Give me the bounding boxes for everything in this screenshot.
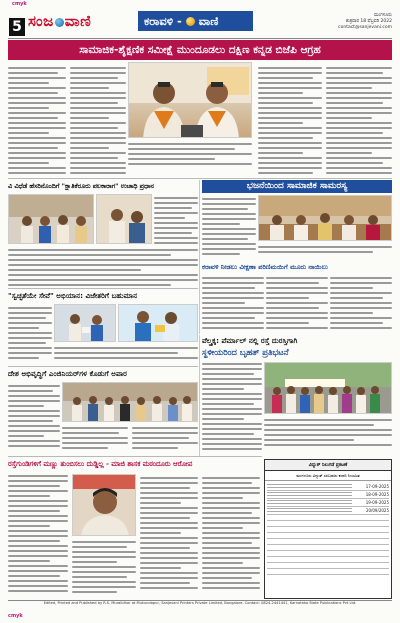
- column-divider-2: [199, 335, 200, 457]
- article-pothole-col4: [202, 474, 260, 600]
- photo-engineers-group: [62, 382, 198, 422]
- article-column-3: [258, 64, 322, 176]
- section-rule-1: [8, 178, 392, 179]
- article-protest-col1: [202, 360, 262, 456]
- photo-swachhata-caption: [54, 344, 198, 364]
- brand-right-a: ಕರಾವಳಿ: [144, 14, 173, 28]
- column-divider-1: [199, 180, 200, 334]
- notice-subtitle: ಮಂಗಳೂರು ವಿದ್ಯುತ್ ಸರಬರಾಜು ಕಂಪನಿ ನಿಯಮಿತ: [265, 471, 391, 481]
- article-engineers-col2: [62, 424, 128, 454]
- photo-swachhata-students: [118, 304, 198, 342]
- brand-logo-right: [138, 11, 253, 31]
- photo-bhajan-caption: [258, 243, 392, 259]
- headline-pothole: ರಸ್ತೆಗುಂಡಿಗಳಿಗೆ ಮಣ್ಣು ತುಂಬಿಸಲು ದುಡ್ಡಿಲ್ಲ - ಮಾಜಿ ಶಾಸಕ ಮಠಂದೂರು ಆರೋಪ: [8, 460, 193, 468]
- article-column-5: [154, 194, 198, 244]
- article-coastal-col2: [266, 274, 328, 332]
- notice-date: 19-09-2025: [365, 500, 389, 505]
- article-photo-release: [8, 246, 198, 286]
- brand-right-b: ವಾಣಿ: [198, 14, 219, 28]
- photo-protest: [264, 362, 392, 414]
- sun-icon: [186, 17, 195, 26]
- headline-coastal: ಕರಾವಳಿ ನೀಡಲು ವೀಕ್ಷಣಾ ಪರಿಣಿಮಯಿಗೆ ಮೂರು ನಾಯಿಲು: [202, 263, 328, 271]
- masthead-date: ಶುಕ್ರವಾರ 18 ಫೆಬ್ರವರಿ 2022: [345, 19, 392, 24]
- masthead-dateline: [338, 13, 392, 31]
- article-protest-col2: [264, 416, 392, 456]
- page-number: 5: [9, 18, 25, 36]
- main-photo-caption-text: [128, 140, 252, 176]
- section-rule-3: [8, 366, 198, 367]
- main-photo: [128, 62, 252, 138]
- brand-logo-left: [28, 12, 91, 30]
- brand-left-b: ವಾಣಿ: [64, 12, 92, 30]
- notice-title: ವಿದ್ಯುತ್ ನಿಲುಗಡೆ ಪ್ರಕಟಣೆ: [265, 460, 391, 471]
- article-column-4: [326, 64, 392, 176]
- photo-ceremony: [8, 194, 94, 244]
- notice-date: 18-09-2025: [365, 492, 389, 497]
- notice-row: [267, 499, 389, 507]
- article-swachhata-col1: [8, 304, 52, 364]
- notice-table: [265, 481, 391, 577]
- cmyk-mark-bottom: cmyk: [8, 613, 23, 619]
- headline-swachhata: "ಸ್ವಚ್ಛತೆಯೇ ಸೇವೆ" ಅಭಿಯಾನ: ವಿಜೇತರಿಗೆ ಬಹುಮಾನ: [8, 291, 138, 300]
- notice-row: [267, 483, 389, 491]
- masthead-city: ಮಂಗಳೂರು: [374, 13, 392, 18]
- masthead-contact: contact@sanjevani.com: [338, 25, 392, 30]
- article-pothole-col3: [140, 474, 198, 600]
- photo-swachhata-award: [54, 304, 116, 342]
- headline-road-protest: ವೆಲ್ತ್ರಕ್ಕ: ಪೆರ್ಮಾಲ್ ನಲ್ಲಿ ರಸ್ತೆ ದುರಸ್ತಿಗಾಗಿ: [202, 336, 298, 345]
- notice-row: [267, 491, 389, 499]
- article-bhajan-col1: [202, 195, 256, 259]
- article-engineers-col1: [8, 382, 60, 452]
- article-coastal-col3: [330, 274, 392, 332]
- notice-date: 20/09/2025: [365, 508, 389, 513]
- headline-bhajan: ಭಜನೆಯಿಂದ ಸಾಮಾಜಿಕ ಸಾಮರಸ್ಯ: [202, 180, 392, 193]
- cmyk-mark-top: cmyk: [12, 1, 27, 7]
- section-rule-4: [8, 456, 262, 457]
- power-outage-notice: [264, 459, 392, 599]
- brand-right-sep: -: [176, 14, 182, 28]
- banner-headline: ಸಾಮಾಜಿಕ-ಶೈಕ್ಷಣಿಕ ಸಮೀಕ್ಷೆ ಮುಂದೂಡಲು ದಕ್ಷಿಣ ಕನ್ನಡ ಬಿಜೆಪಿ ಆಗ್ರಹ: [8, 40, 392, 60]
- headline-engineers: ದೇಶ ಅಭಿವೃದ್ಧಿಗೆ ಎಂಜಿನಿಯರ್‌ಗಳ ಕೊಡುಗೆ ಅಪಾರ: [8, 369, 127, 378]
- article-coastal-col1: [202, 274, 264, 332]
- headline-photo-release: ವಿ ವಿಧೆಡೆ ಹೆಸರಿನೊಂದಿಗೆ "ಕ್ಷಾತಿಕೆರೂರು ಪಲಕಾರಾಗ" ಉಚಾಧಿ ಪ್ರಧಾನ: [8, 182, 154, 190]
- globe-icon: [55, 18, 64, 27]
- article-column-1: [8, 64, 66, 176]
- article-column-2: [70, 64, 126, 176]
- notice-row: [267, 507, 389, 515]
- notice-date: 17-09-2025: [365, 484, 389, 489]
- photo-meeting: [96, 194, 152, 244]
- brand-left-a: ಸಂಜ: [28, 12, 54, 30]
- masthead-rule: [8, 38, 392, 39]
- article-engineers-col3: [132, 424, 198, 454]
- photo-former-mla: [72, 474, 136, 536]
- article-pothole-col1: [8, 472, 68, 600]
- photo-bhajan: [258, 195, 392, 241]
- imprint-line: Edited, Printed and Published by R.S. Muralidhar at Mukundapur, Sanjevani Printers Private Limited, Bangalore. Contact: 0824-2441441, Karnataka State Publications Pvt Ltd.: [43, 601, 357, 605]
- article-pothole-col2: [72, 538, 136, 600]
- section-rule-2: [8, 288, 198, 289]
- headline-road-protest-2: ಸ್ಥಳೀಯರಿಂದ ಬೃಹತ್ ಪ್ರತಿಭಟನೆ: [202, 347, 289, 357]
